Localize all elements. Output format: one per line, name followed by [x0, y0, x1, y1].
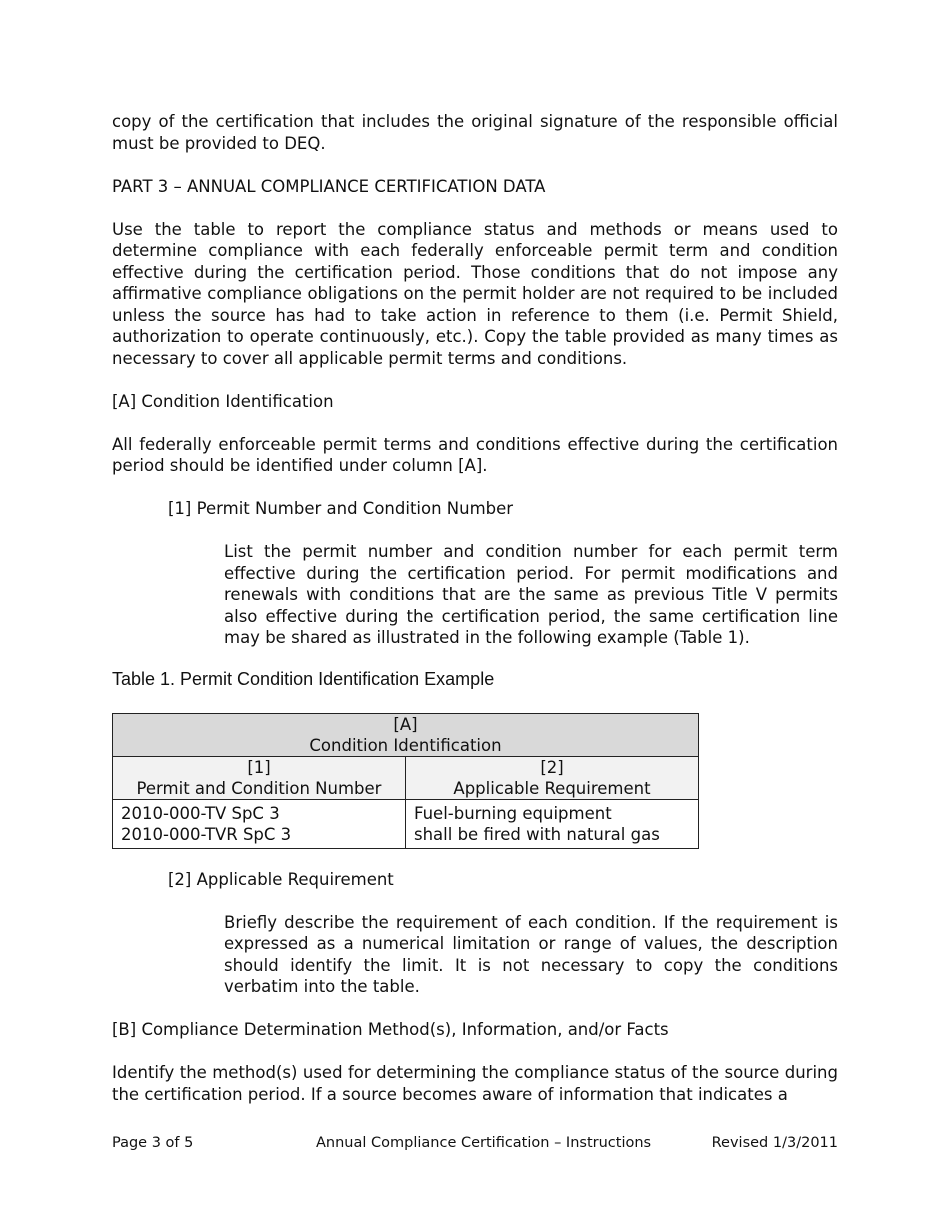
- header-a-code: [A]: [393, 714, 418, 734]
- footer-revision-date: Revised 1/3/2011: [711, 1135, 838, 1151]
- subsection-1-paragraph: List the permit number and condition number for each permit term effective during the certification period. For permit modifications and renewals with conditions that are the same as previous Title V permits also effective during the certification period, the same certification line may be shared as illustrated in the following example (Table 1).: [224, 542, 838, 647]
- header-col2-label: Applicable Requirement: [453, 778, 651, 798]
- subsection-2-heading: [2] Applicable Requirement: [168, 869, 394, 889]
- section-b-paragraph: Identify the method(s) used for determining the compliance status of the source during the certification period. If a source becomes aware of information that indicates a: [112, 1063, 838, 1104]
- header-a-label: Condition Identification: [309, 735, 502, 755]
- footer-document-title: Annual Compliance Certification – Instructions: [316, 1135, 652, 1151]
- subsection-1-heading: [1] Permit Number and Condition Number: [168, 499, 514, 518]
- document-page: [112, 111, 838, 1105]
- table-caption: Table 1. Permit Condition Identification Example: [112, 669, 495, 689]
- cell-permit-numbers: [113, 799, 406, 848]
- section-a-paragraph: All federally enforceable permit terms and conditions effective during the certification period should be identified under column [A].: [112, 434, 838, 475]
- subsection-2-paragraph: Briefly describe the requirement of each condition. If the requirement is expressed as a numerical limitation or range of values, the description should identify the limit. It is not necessary to copy the conditions verbatim into the table.: [224, 912, 838, 996]
- part3-heading: PART 3 – ANNUAL COMPLIANCE CERTIFICATION DATA: [112, 176, 546, 196]
- header-col1-code: [1]: [247, 757, 271, 777]
- permit-number-1: 2010-000-TV SpC 3: [121, 803, 280, 823]
- intro-paragraph: copy of the certification that includes the original signature of the responsible official must be provided to DEQ.: [112, 112, 838, 153]
- table-header-row-a: [113, 713, 699, 756]
- page-footer: [112, 1133, 838, 1153]
- table-header-row-columns: [113, 756, 699, 799]
- use-table-paragraph: Use the table to report the compliance status and methods or means used to determine compliance with each federally enforceable permit term and condition effective during the certification period. Those conditions that do not impose any affirmative compliance obligations on the permit holder are not required to be included unless the source has had to take action in reference to them (i.e. Permit Shield, authorization to operate continuously, etc.). Copy the table provided as many times as necessary to cover all applicable permit terms and conditions.: [112, 219, 838, 368]
- header-applicable-requirement: [406, 756, 699, 799]
- requirement-line-1: Fuel-burning equipment: [414, 803, 612, 823]
- section-a-heading: [A] Condition Identification: [112, 391, 334, 411]
- requirement-line-2: shall be fired with natural gas: [414, 824, 660, 844]
- section-b-heading: [B] Compliance Determination Method(s), Information, and/or Facts: [112, 1020, 669, 1039]
- table-row: [113, 799, 699, 848]
- header-col2-code: [2]: [540, 757, 564, 777]
- footer-page-number: Page 3 of 5: [112, 1135, 194, 1151]
- example-table: [112, 713, 699, 849]
- header-permit-condition-number: [113, 756, 406, 799]
- header-col1-label: Permit and Condition Number: [136, 778, 382, 798]
- header-condition-identification: [113, 713, 699, 756]
- cell-requirement: [406, 799, 699, 848]
- permit-number-2: 2010-000-TVR SpC 3: [121, 824, 292, 844]
